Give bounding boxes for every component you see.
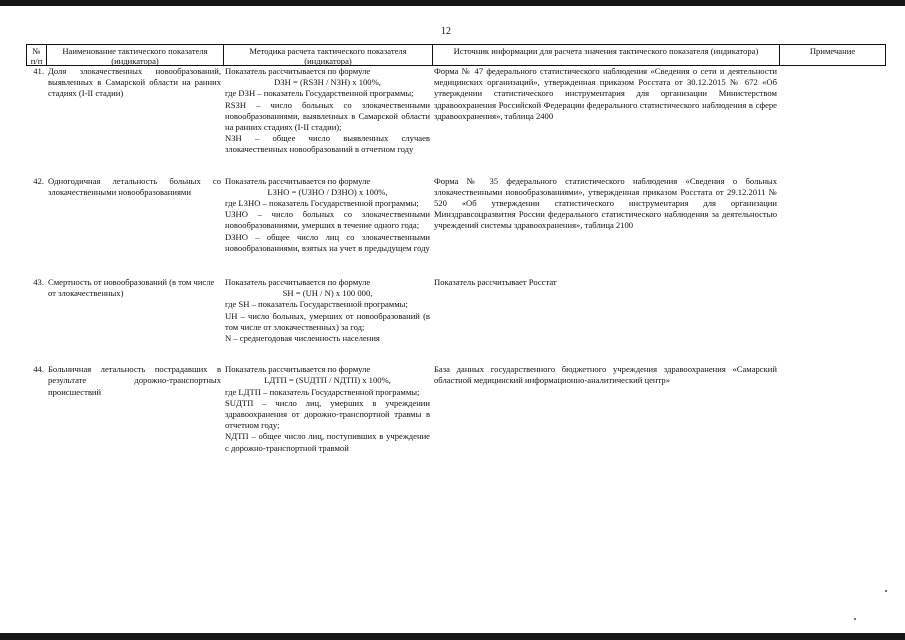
method-formula: SН = (UН / N) x 100 000, [282,288,373,299]
method-line: NЗН – общее число выявленных случаев злокачественных новообразований в отчетном году [225,133,430,155]
method-line: Показатель рассчитывается по формуле [225,277,371,288]
table-row [26,277,886,344]
information-source: Форма № 35 федерального статистического наблюдения «Сведения о больных злокачественными новообразованиями», утвержденная приказом Росстата от 29.12.2011 № 520 «Об утверждении статистического инструментария для организации Минздравсоцразвития России федерального статистического наблюдения за деятельностью учреждений системы здравоохранения», таблица 2100 [434,175,777,231]
indicator-name: Больничная летальность пострадавших в результате дорожно-транспортных происшествий [48,364,221,397]
note [779,364,886,454]
note [779,176,886,254]
method-line: где DЗН – показатель Государственной программы; [225,88,414,99]
note [779,277,886,344]
method-line: UЗНО – число больных со злокачественными новообразованиями, умерших в течение одного года; [225,209,430,231]
calculation-method [223,364,432,454]
method-line: UН – число больных, умерших от новообразований (в том числе от злокачественных) за год; [225,310,430,332]
header-note: Примечание [779,45,886,65]
method-line: N – среднегодовая численность населения [225,333,380,344]
header-num: № п/п [26,45,46,65]
table-header [26,44,886,66]
method-formula: LЗНО = (UЗНО / DЗНО) x 100%, [267,186,388,197]
scan-border-bottom [0,633,905,640]
row-number: 42. [33,175,44,186]
calculation-method [223,66,432,156]
information-source: База данных государственного бюджетного учреждения здравоохранения «Самарский областной медицинский информационно-аналитический центр» [434,364,777,386]
method-line: где SН – показатель Государственной программы; [225,299,408,310]
header-method: Методика расчета тактического показателя (индикатора) [223,45,432,65]
row-number: 41. [33,66,44,76]
method-line: RSЗН – число больных со злокачественными новообразованиями, выявленных в Самарской области на ранних стадиях (I-II стадии); [225,99,430,133]
row-number: 44. [33,364,44,375]
row-number: 43. [33,277,44,288]
scan-border-top [0,0,905,6]
indicator-table [26,44,886,454]
method-line: Показатель рассчитывается по формуле [225,364,371,375]
indicator-name: Смертность от новообразований (в том числе от злокачественных) [48,277,215,299]
method-line: где LДТП – показатель Государственной программы; [225,386,420,397]
header-source: Источник информации для расчета значения тактического показателя (индикатора) [432,45,779,65]
method-line: DЗНО – общее число лиц со злокачественными новообразованиями, взятых на учет в предыдущем году [225,231,430,253]
calculation-method [223,277,432,344]
information-source: Показатель рассчитывает Росстат [434,277,557,288]
information-source: Форма № 47 федерального статистического наблюдения «Сведения о сети и деятельности медицинских организаций», утвержденная приказом Росстата от 30.12.2015 № 672 «Об утверждении статистического инструментария для организации Министерством здравоохранения Российской Федерации федерального статистического наблюдения в сфере здравоохранения», таблица 2400 [434,66,777,121]
calculation-method [223,176,432,254]
indicator-name: Одногодичная летальность больных со злокачественными новообразованиями [48,175,221,197]
table-row [26,66,886,156]
method-formula: LДТП = (SUДТП / NДТП) x 100%, [264,375,391,386]
indicator-name: Доля злокачественных новообразований, выявленных в Самарской области на ранних стадиях (I-II стадии) [48,66,221,99]
table-row [26,176,886,254]
method-line: Показатель рассчитывается по формуле [225,175,371,186]
method-line: SUДТП – число лиц, умерших в учреждении здравоохранения от дорожно-транспортной травмы в отчетном году; [225,397,430,431]
page-number: 12 [441,26,451,37]
method-line: Показатель рассчитывается по формуле [225,66,371,76]
scan-speck [854,618,856,620]
table-row [26,364,886,454]
note [779,66,886,156]
method-line: NДТП – общее число лиц, поступивших в учреждение с дорожно-транспортной травмой [225,431,430,453]
header-name: Наименование тактического показателя (индикатора) [46,45,223,65]
scan-speck [885,590,887,592]
method-formula: DЗН = (RSЗН / NЗН) x 100%, [274,77,381,88]
method-line: где LЗНО – показатель Государственной программы; [225,198,419,209]
